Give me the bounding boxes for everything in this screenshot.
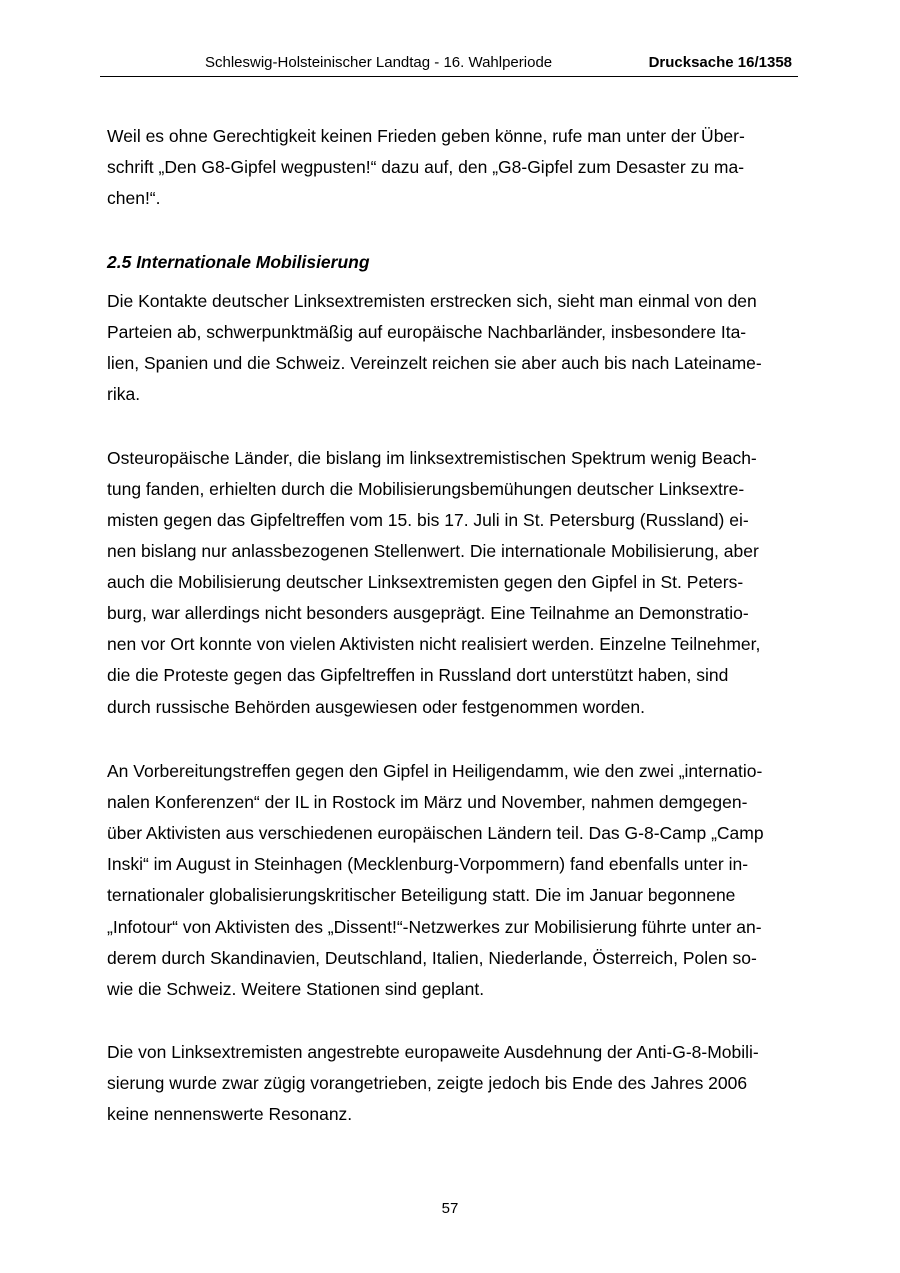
text-line: „Infotour“ von Aktivisten des „Dissent!“-Netzwerkes zur Mobilisierung führte unter an- <box>107 917 762 937</box>
header-title: Schleswig-Holsteinischer Landtag - 16. Wahlperiode <box>205 54 553 71</box>
page-number: 57 <box>441 1200 459 1217</box>
section-heading: 2.5 Internationale Mobilisierung <box>107 252 370 272</box>
text-line: derem durch Skandinavien, Deutschland, Italien, Niederlande, Österreich, Polen so- <box>107 948 757 968</box>
text-line: burg, war allerdings nicht besonders ausgeprägt. Eine Teilnahme an Demonstratio- <box>107 603 749 623</box>
text-line: auch die Mobilisierung deutscher Linksextremisten gegen den Gipfel in St. Peters- <box>107 572 744 592</box>
text-line: misten gegen das Gipfeltreffen vom 15. bis 17. Juli in St. Petersburg (Russland) ei- <box>107 510 749 530</box>
page-header <box>100 52 798 77</box>
text-line: chen!“. <box>107 188 161 208</box>
text-line: rika. <box>107 384 141 404</box>
text-line: nen bislang nur anlassbezogenen Stellenwert. Die internationale Mobilisierung, aber <box>107 541 759 561</box>
text-line: wie die Schweiz. Weitere Stationen sind geplant. <box>107 979 485 999</box>
text-line: Inski“ im August in Steinhagen (Mecklenburg-Vorpommern) fand ebenfalls unter in- <box>107 854 749 874</box>
text-line: Die von Linksextremisten angestrebte europaweite Ausdehnung der Anti-G-8-Mobili- <box>107 1042 759 1062</box>
text-line: über Aktivisten aus verschiedenen europäischen Ländern teil. Das G-8-Camp „Camp <box>107 823 764 843</box>
text-line: Die Kontakte deutscher Linksextremisten erstrecken sich, sieht man einmal von den <box>107 291 757 311</box>
text-line: Weil es ohne Gerechtigkeit keinen Frieden geben könne, rufe man unter der Über- <box>107 126 745 146</box>
text-line: Osteuropäische Länder, die bislang im linksextremistischen Spektrum wenig Beach- <box>107 448 757 468</box>
text-line: nalen Konferenzen“ der IL in Rostock im März und November, nahmen demgegen- <box>107 792 748 812</box>
text-line: sierung wurde zwar zügig vorangetrieben, zeigte jedoch bis Ende des Jahres 2006 <box>107 1073 748 1093</box>
text-line: nen vor Ort konnte von vielen Aktivisten nicht realisiert werden. Einzelne Teilnehmer, <box>107 634 761 654</box>
text-line: ternationaler globalisierungskritischer Beteiligung statt. Die im Januar begonnene <box>107 885 736 905</box>
text-line: schrift „Den G8-Gipfel wegpusten!“ dazu auf, den „G8-Gipfel zum Desaster zu ma- <box>107 157 745 177</box>
text-line: die die Proteste gegen das Gipfeltreffen in Russland dort unterstützt haben, sind <box>107 665 729 685</box>
text-line: Parteien ab, schwerpunktmäßig auf europäische Nachbarländer, insbesondere Ita- <box>107 322 747 342</box>
text-line: tung fanden, erhielten durch die Mobilisierungsbemühungen deutscher Linksextre- <box>107 479 745 499</box>
text-line: lien, Spanien und die Schweiz. Vereinzelt reichen sie aber auch bis nach Lateiname- <box>107 353 762 373</box>
text-line: durch russische Behörden ausgewiesen oder festgenommen worden. <box>107 697 645 717</box>
document-number: Drucksache 16/1358 <box>648 54 792 71</box>
text-line: keine nennenswerte Resonanz. <box>107 1104 353 1124</box>
text-line: An Vorbereitungstreffen gegen den Gipfel in Heiligendamm, wie den zwei „internatio- <box>107 761 763 781</box>
